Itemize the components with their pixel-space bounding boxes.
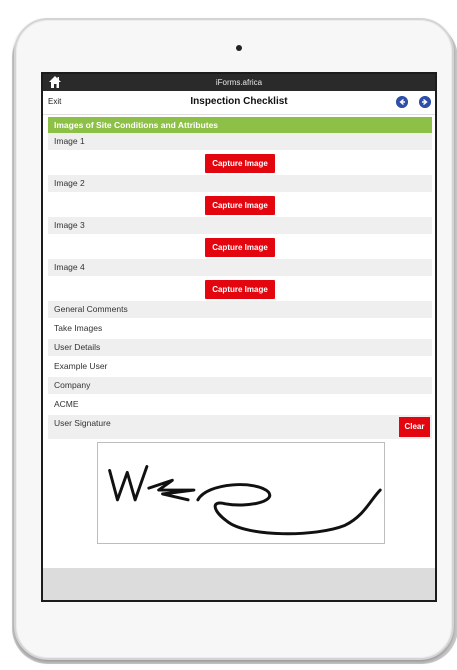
camera-dot [236,45,242,51]
image-2-row [48,192,432,217]
image-3-row [48,234,432,259]
user-details-label: User Details [48,339,432,356]
image-1-label: Image 1 [48,133,432,150]
capture-image-4-button[interactable]: Capture Image [205,280,275,299]
exit-button[interactable]: Exit [48,97,62,106]
section-header: Images of Site Conditions and Attributes [48,117,432,133]
user-details-field[interactable]: Example User [48,356,432,377]
general-comments-label: General Comments [48,301,432,318]
app-name: iForms.africa [215,78,263,87]
image-2-label: Image 2 [48,175,432,192]
signature-stroke [110,467,147,500]
company-field[interactable]: ACME [48,394,432,415]
signature-area [48,439,432,567]
bottom-bar [43,568,435,600]
capture-image-1-button[interactable]: Capture Image [205,154,275,173]
page-title: Inspection Checklist [190,96,288,107]
next-arrow-icon[interactable] [419,96,431,108]
form-content [48,117,432,572]
signature-label-row [48,415,432,439]
capture-image-2-button[interactable]: Capture Image [205,196,275,215]
previous-arrow-icon[interactable] [396,96,408,108]
home-icon[interactable] [48,75,62,89]
signature-label: User Signature [54,418,111,428]
signature-stroke-3 [198,485,380,534]
clear-signature-button[interactable]: Clear [399,417,430,437]
image-4-label: Image 4 [48,259,432,276]
image-4-row [48,276,432,301]
general-comments-field[interactable]: Take Images [48,318,432,339]
signature-stroke-2 [149,480,194,500]
signature-pad[interactable] [97,442,385,544]
app-screen [41,72,437,602]
title-bar [43,91,435,115]
capture-image-3-button[interactable]: Capture Image [205,238,275,257]
image-1-row [48,150,432,175]
image-3-label: Image 3 [48,217,432,234]
company-label: Company [48,377,432,394]
status-bar [43,74,435,91]
